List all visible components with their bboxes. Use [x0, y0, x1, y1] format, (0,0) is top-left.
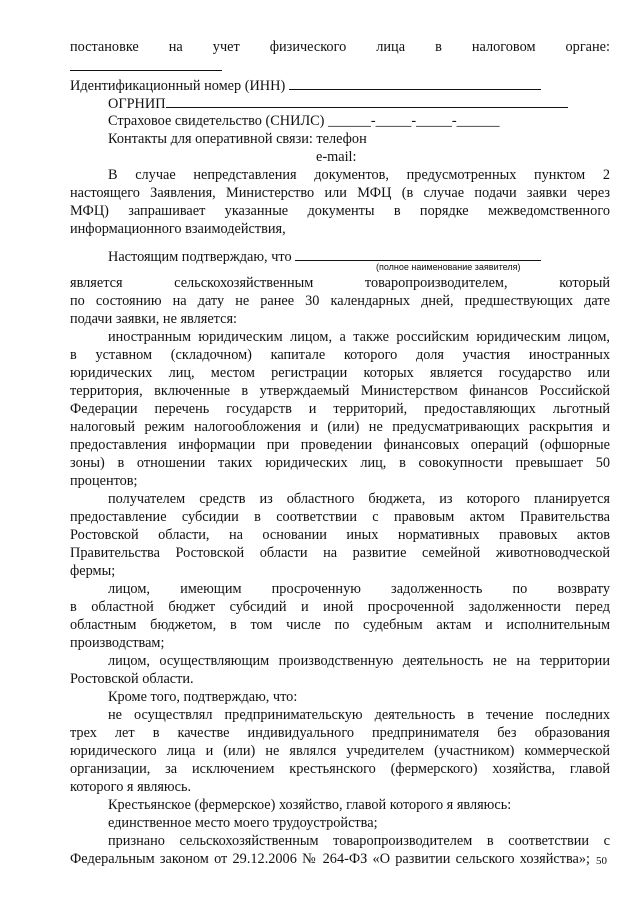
snils-line: Страховое свидетельство (СНИЛС) ______-_____-_____-______: [108, 113, 500, 129]
text-line: МФЦ) запрашивает указанные документы в порядке межведомственного: [70, 203, 610, 219]
text-line: информационного взаимодействия,: [70, 221, 286, 237]
confirm-label: Настоящим подтверждаю, что: [108, 249, 292, 265]
text-line: является сельскохозяйственным товаропроизводителем, который: [70, 275, 610, 291]
page-number: 50: [596, 855, 607, 867]
text-line: налоговый режим налогообложения и (или) не предусматривающих раскрытия и: [70, 419, 610, 435]
text-line: территория, включенные в утверждаемый Министерством финансов Российской: [70, 383, 610, 399]
text-line: постановке на учет физического лица в налоговом органе:: [70, 39, 610, 55]
text-line: не осуществлял предпринимательскую деятельность в течение последних: [108, 707, 610, 723]
inn-label: Идентификационный номер (ИНН): [70, 78, 286, 94]
text-line: предоставления информации при проведении финансовых операций (офшорные: [70, 437, 610, 453]
text-line: в областной бюджет субсидий и иной просроченной задолженности перед: [70, 599, 610, 615]
ogrnip-line: [108, 94, 610, 113]
text-line: подачи заявки, не является:: [70, 311, 237, 327]
inn-line: [70, 76, 610, 95]
text-line: фермы;: [70, 563, 116, 579]
text-line: трех лет в качестве индивидуального предпринимателя без образования: [70, 725, 610, 741]
text-line: Крестьянское (фермерское) хозяйство, главой которого я являюсь:: [108, 797, 512, 813]
email-line: e-mail:: [316, 149, 357, 165]
ogrnip-label: ОГРНИП: [108, 96, 166, 112]
text-line: Правительства Ростовской области на развитие семейной животноводческой: [70, 545, 610, 561]
blank-line: [70, 57, 610, 76]
text-line: Ростовской области, на основании иных нормативных правовых актов: [70, 527, 610, 543]
text-line: зоны) в отношении таких юридических лиц, в совокупности превышает 50: [70, 455, 610, 471]
confirm-line: [108, 247, 610, 266]
text-line: Федеральным законом от 29.12.2006 № 264-ФЗ «О развитии сельского хозяйства»;: [70, 851, 590, 867]
text-line: процентов;: [70, 473, 138, 489]
text-line: в уставном (складочном) капитале которого доля участия иностранных: [70, 347, 610, 363]
text-line: единственное место моего трудоустройства;: [108, 815, 378, 831]
text-line: Федерации перечень государств и территорий, предоставляющих льготный: [70, 401, 610, 417]
text-line: предоставление субсидии в соответствии с правовым актом Правительства: [70, 509, 610, 525]
text-line: Ростовской области.: [70, 671, 194, 687]
text-line: получателем средств из областного бюджета, из которого планируется: [108, 491, 610, 507]
text-line: которого я являюсь.: [70, 779, 192, 795]
text-line: юридических лиц, местом регистрации которых является государство или: [70, 365, 610, 381]
text-line: лицом, осуществляющим производственную деятельность не на территории: [108, 653, 610, 669]
text-line: юридического лица и (или) не являлся учредителем (участником) коммерческой: [70, 743, 610, 759]
field-caption: (полное наименование заявителя): [376, 262, 521, 272]
text-line: признано сельскохозяйственным товаропроизводителем в соответствии с: [108, 833, 610, 849]
text-line: по состоянию на дату не ранее 30 календарных дней, предшествующих дате: [70, 293, 610, 309]
text-line: настоящего Заявления, Министерство или МФЦ (в случае подачи заявки через: [70, 185, 610, 201]
text-line: иностранным юридическим лицом, а также российским юридическим лицом,: [108, 329, 610, 345]
text-line: лицом, имеющим просроченную задолженность по возврату: [108, 581, 610, 597]
text-line: областным бюджетом, в том числе по судебным актам и исполнительным: [70, 617, 610, 633]
phone-line: Контакты для оперативной связи: телефон: [108, 131, 367, 147]
text-line: В случае непредставления документов, предусмотренных пунктом 2: [108, 167, 610, 183]
text-line: организации, за исключением крестьянского (фермерского) хозяйства, главой: [70, 761, 610, 777]
text-line: Кроме того, подтверждаю, что:: [108, 689, 298, 705]
text-line: производствам;: [70, 635, 165, 651]
